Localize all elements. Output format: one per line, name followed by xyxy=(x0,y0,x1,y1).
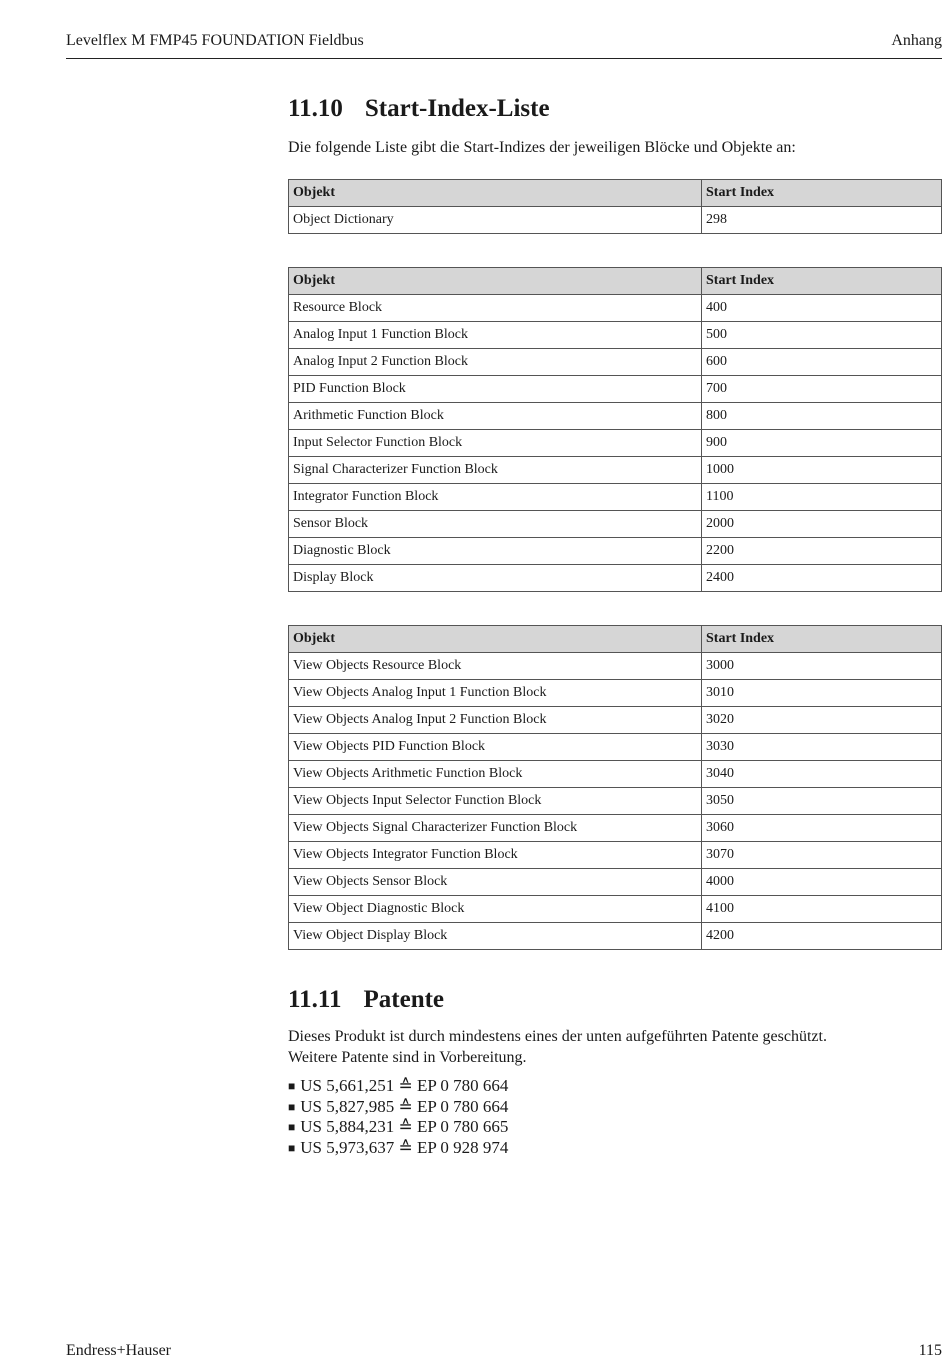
table-row xyxy=(289,842,942,869)
object-name-cell: Diagnostic Block xyxy=(289,538,702,565)
start-index-cell: 4000 xyxy=(702,869,942,896)
start-index-cell: 3010 xyxy=(702,680,942,707)
table-row xyxy=(289,484,942,511)
bullet-square-icon: ■ xyxy=(288,1120,296,1134)
section-intro: Die folgende Liste gibt die Start-Indizes der jeweiligen Blöcke und Objekte an: xyxy=(288,139,796,156)
column-header: Start Index xyxy=(702,626,942,653)
table-row xyxy=(289,207,942,234)
table-row xyxy=(289,815,942,842)
start-index-cell: 600 xyxy=(702,349,942,376)
start-index-cell: 3050 xyxy=(702,788,942,815)
section-number: 11.10 xyxy=(288,95,343,122)
view-objects-index-table xyxy=(288,625,942,950)
table-header-row xyxy=(289,180,942,207)
start-index-cell: 1100 xyxy=(702,484,942,511)
table-row xyxy=(289,511,942,538)
column-header: Objekt xyxy=(289,268,702,295)
object-name-cell: View Objects Resource Block xyxy=(289,653,702,680)
bullet-square-icon: ■ xyxy=(288,1099,296,1114)
column-header: Start Index xyxy=(702,180,942,207)
table-header-row xyxy=(289,626,942,653)
object-name-cell: Arithmetic Function Block xyxy=(289,403,702,430)
table-row xyxy=(289,403,942,430)
running-footer xyxy=(66,1342,942,1360)
object-name-cell: View Objects Signal Characterizer Function Block xyxy=(289,815,702,842)
table-row xyxy=(289,869,942,896)
start-index-cell: 400 xyxy=(702,295,942,322)
object-name-cell: View Objects Sensor Block xyxy=(289,869,702,896)
running-header xyxy=(66,32,942,59)
patents-intro-line-2: Weitere Patente sind in Vorbereitung. xyxy=(288,1049,527,1066)
start-index-cell: 3030 xyxy=(702,734,942,761)
column-header: Objekt xyxy=(289,626,702,653)
document-title: Levelflex M FMP45 FOUNDATION Fieldbus xyxy=(66,32,364,49)
table-row xyxy=(289,923,942,950)
table-row xyxy=(289,295,942,322)
start-index-cell: 298 xyxy=(702,207,942,234)
table-row xyxy=(289,349,942,376)
object-name-cell: View Objects Integrator Function Block xyxy=(289,842,702,869)
section-number: 11.11 xyxy=(288,986,342,1013)
object-name-cell: Analog Input 1 Function Block xyxy=(289,322,702,349)
object-name-cell: Object Dictionary xyxy=(289,207,702,234)
start-index-cell: 3060 xyxy=(702,815,942,842)
table-header-row xyxy=(289,268,942,295)
object-dictionary-table xyxy=(288,179,942,234)
column-header: Objekt xyxy=(289,180,702,207)
table-row xyxy=(289,653,942,680)
block-index-table xyxy=(288,267,942,592)
patent-list xyxy=(288,1076,942,1158)
start-index-cell: 500 xyxy=(702,322,942,349)
section-title: Patente xyxy=(363,986,445,1013)
patents-intro-line-1: Dieses Produkt ist durch mindestens eines der unten aufgeführten Patente geschützt. xyxy=(288,1028,827,1045)
object-name-cell: Signal Characterizer Function Block xyxy=(289,457,702,484)
start-index-cell: 2400 xyxy=(702,565,942,592)
start-index-cell: 3040 xyxy=(702,761,942,788)
object-name-cell: Display Block xyxy=(289,565,702,592)
section-heading-patente xyxy=(288,986,942,1014)
object-name-cell: Analog Input 2 Function Block xyxy=(289,349,702,376)
table-row xyxy=(289,376,942,403)
object-name-cell: View Objects Analog Input 2 Function Block xyxy=(289,707,702,734)
table-row xyxy=(289,680,942,707)
object-name-cell: Sensor Block xyxy=(289,511,702,538)
table-row xyxy=(289,565,942,592)
patent-text: US 5,884,231 ≙ EP 0 780 665 xyxy=(300,1117,509,1136)
list-item xyxy=(288,1076,942,1097)
bullet-square-icon: ■ xyxy=(288,1079,296,1093)
start-index-cell: 3070 xyxy=(702,842,942,869)
page-content xyxy=(288,95,942,1158)
list-item xyxy=(288,1117,942,1138)
table-row xyxy=(289,430,942,457)
page-number: 115 xyxy=(918,1342,942,1359)
table-row xyxy=(289,707,942,734)
list-item xyxy=(288,1097,942,1118)
chapter-name: Anhang xyxy=(891,32,942,49)
object-name-cell: Resource Block xyxy=(289,295,702,322)
start-index-cell: 900 xyxy=(702,430,942,457)
table-row xyxy=(289,788,942,815)
start-index-cell: 1000 xyxy=(702,457,942,484)
patent-text: US 5,827,985 ≙ EP 0 780 664 xyxy=(300,1096,509,1116)
table-row xyxy=(289,761,942,788)
object-name-cell: View Objects PID Function Block xyxy=(289,734,702,761)
object-name-cell: View Object Diagnostic Block xyxy=(289,896,702,923)
column-header: Start Index xyxy=(702,268,942,295)
table-row xyxy=(289,322,942,349)
list-item xyxy=(288,1138,942,1159)
start-index-cell: 2200 xyxy=(702,538,942,565)
object-name-cell: View Object Display Block xyxy=(289,923,702,950)
start-index-cell: 3020 xyxy=(702,707,942,734)
start-index-cell: 4200 xyxy=(702,923,942,950)
start-index-cell: 800 xyxy=(702,403,942,430)
section-title: Start-Index-Liste xyxy=(364,95,550,122)
object-name-cell: View Objects Analog Input 1 Function Block xyxy=(289,680,702,707)
table-row xyxy=(289,896,942,923)
start-index-cell: 4100 xyxy=(702,896,942,923)
start-index-cell: 700 xyxy=(702,376,942,403)
company-name: Endress+Hauser xyxy=(66,1342,171,1359)
table-row xyxy=(289,734,942,761)
object-name-cell: View Objects Input Selector Function Block xyxy=(289,788,702,815)
patent-text: US 5,973,637 ≙ EP 0 928 974 xyxy=(300,1137,509,1157)
section-heading-start-index xyxy=(288,95,942,123)
start-index-cell: 3000 xyxy=(702,653,942,680)
object-name-cell: PID Function Block xyxy=(289,376,702,403)
table-row xyxy=(289,457,942,484)
table-row xyxy=(289,538,942,565)
object-name-cell: Input Selector Function Block xyxy=(289,430,702,457)
object-name-cell: Integrator Function Block xyxy=(289,484,702,511)
patent-text: US 5,661,251 ≙ EP 0 780 664 xyxy=(300,1076,509,1095)
object-name-cell: View Objects Arithmetic Function Block xyxy=(289,761,702,788)
bullet-square-icon: ■ xyxy=(288,1140,296,1155)
start-index-cell: 2000 xyxy=(702,511,942,538)
